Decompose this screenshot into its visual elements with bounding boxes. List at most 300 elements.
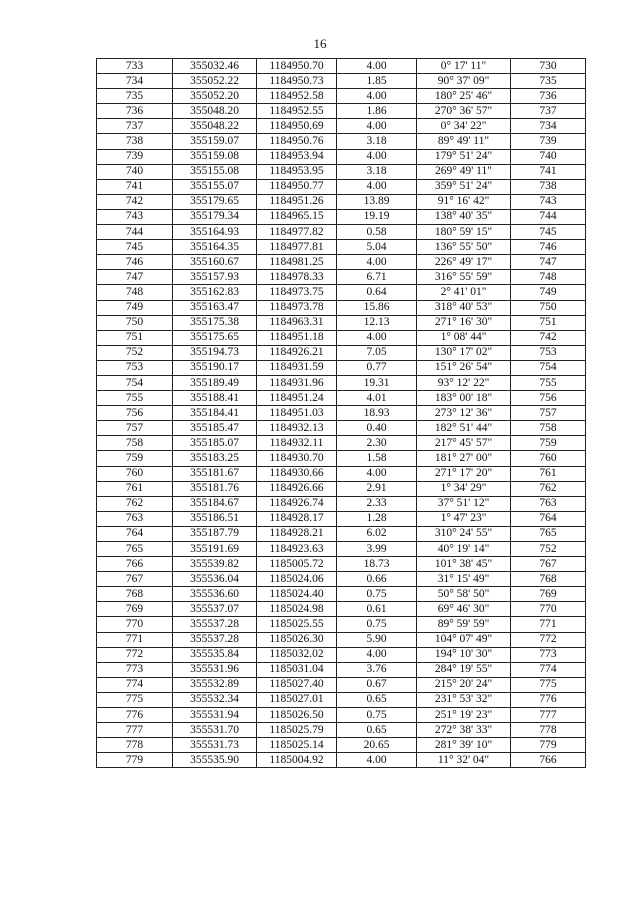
page-number: 16 bbox=[313, 36, 327, 51]
next-point-cell: 754 bbox=[511, 360, 586, 375]
point-id-cell: 777 bbox=[97, 723, 173, 738]
bearing-cell: 180° 59' 15" bbox=[417, 225, 511, 240]
point-id-cell: 771 bbox=[97, 632, 173, 647]
distance-cell: 2.91 bbox=[337, 481, 417, 496]
y-coordinate-cell: 1184951.18 bbox=[257, 330, 337, 345]
y-coordinate-cell: 1184928.21 bbox=[257, 526, 337, 541]
bearing-cell: 89° 59' 59" bbox=[417, 617, 511, 632]
next-point-cell: 766 bbox=[511, 753, 586, 768]
distance-cell: 13.89 bbox=[337, 194, 417, 209]
point-id-cell: 741 bbox=[97, 179, 173, 194]
point-id-cell: 751 bbox=[97, 330, 173, 345]
bearing-cell: 226° 49' 17" bbox=[417, 255, 511, 270]
point-id-cell: 750 bbox=[97, 315, 173, 330]
next-point-cell: 755 bbox=[511, 375, 586, 390]
distance-cell: 2.30 bbox=[337, 436, 417, 451]
table-row bbox=[97, 391, 586, 406]
table-row bbox=[97, 74, 586, 89]
distance-cell: 1.85 bbox=[337, 74, 417, 89]
bearing-cell: 101° 38' 45" bbox=[417, 557, 511, 572]
x-coordinate-cell: 355535.84 bbox=[173, 647, 257, 662]
y-coordinate-cell: 1184950.76 bbox=[257, 134, 337, 149]
next-point-cell: 737 bbox=[511, 104, 586, 119]
table-row bbox=[97, 164, 586, 179]
y-coordinate-cell: 1184977.81 bbox=[257, 240, 337, 255]
bearing-cell: 69° 46' 30" bbox=[417, 602, 511, 617]
bearing-cell: 151° 26' 54" bbox=[417, 360, 511, 375]
point-id-cell: 749 bbox=[97, 300, 173, 315]
x-coordinate-cell: 355164.35 bbox=[173, 240, 257, 255]
next-point-cell: 757 bbox=[511, 406, 586, 421]
distance-cell: 1.28 bbox=[337, 511, 417, 526]
table-row bbox=[97, 315, 586, 330]
next-point-cell: 742 bbox=[511, 330, 586, 345]
distance-cell: 19.19 bbox=[337, 209, 417, 224]
bearing-cell: 271° 17' 20" bbox=[417, 466, 511, 481]
next-point-cell: 770 bbox=[511, 602, 586, 617]
point-id-cell: 775 bbox=[97, 692, 173, 707]
distance-cell: 0.66 bbox=[337, 572, 417, 587]
bearing-cell: 273° 12' 36" bbox=[417, 406, 511, 421]
table-row bbox=[97, 692, 586, 707]
distance-cell: 6.02 bbox=[337, 526, 417, 541]
bearing-cell: 183° 00' 18" bbox=[417, 391, 511, 406]
point-id-cell: 744 bbox=[97, 225, 173, 240]
point-id-cell: 770 bbox=[97, 617, 173, 632]
distance-cell: 20.65 bbox=[337, 738, 417, 753]
point-id-cell: 752 bbox=[97, 345, 173, 360]
point-id-cell: 742 bbox=[97, 194, 173, 209]
next-point-cell: 753 bbox=[511, 345, 586, 360]
distance-cell: 4.00 bbox=[337, 149, 417, 164]
next-point-cell: 768 bbox=[511, 572, 586, 587]
distance-cell: 4.00 bbox=[337, 179, 417, 194]
x-coordinate-cell: 355181.67 bbox=[173, 466, 257, 481]
x-coordinate-cell: 355175.38 bbox=[173, 315, 257, 330]
table-row bbox=[97, 602, 586, 617]
bearing-cell: 11° 32' 04" bbox=[417, 753, 511, 768]
point-id-cell: 772 bbox=[97, 647, 173, 662]
point-id-cell: 746 bbox=[97, 255, 173, 270]
bearing-cell: 272° 38' 33" bbox=[417, 723, 511, 738]
x-coordinate-cell: 355537.28 bbox=[173, 632, 257, 647]
bearing-cell: 0° 17' 11" bbox=[417, 59, 511, 74]
table-row bbox=[97, 662, 586, 677]
y-coordinate-cell: 1184950.69 bbox=[257, 119, 337, 134]
y-coordinate-cell: 1185025.14 bbox=[257, 738, 337, 753]
next-point-cell: 760 bbox=[511, 451, 586, 466]
y-coordinate-cell: 1184926.74 bbox=[257, 496, 337, 511]
bearing-cell: 138° 40' 35" bbox=[417, 209, 511, 224]
y-coordinate-cell: 1185032.02 bbox=[257, 647, 337, 662]
x-coordinate-cell: 355184.41 bbox=[173, 406, 257, 421]
x-coordinate-cell: 355159.07 bbox=[173, 134, 257, 149]
table-row bbox=[97, 496, 586, 511]
distance-cell: 4.00 bbox=[337, 119, 417, 134]
x-coordinate-cell: 355155.07 bbox=[173, 179, 257, 194]
distance-cell: 3.99 bbox=[337, 542, 417, 557]
distance-cell: 19.31 bbox=[337, 375, 417, 390]
y-coordinate-cell: 1185031.04 bbox=[257, 662, 337, 677]
distance-cell: 0.65 bbox=[337, 723, 417, 738]
y-coordinate-cell: 1184928.17 bbox=[257, 511, 337, 526]
bearing-cell: 316° 55' 59" bbox=[417, 270, 511, 285]
y-coordinate-cell: 1185024.40 bbox=[257, 587, 337, 602]
point-id-cell: 735 bbox=[97, 89, 173, 104]
next-point-cell: 756 bbox=[511, 391, 586, 406]
table-row bbox=[97, 421, 586, 436]
distance-cell: 0.61 bbox=[337, 602, 417, 617]
distance-cell: 5.04 bbox=[337, 240, 417, 255]
point-id-cell: 773 bbox=[97, 662, 173, 677]
next-point-cell: 735 bbox=[511, 74, 586, 89]
x-coordinate-cell: 355179.34 bbox=[173, 209, 257, 224]
y-coordinate-cell: 1185027.40 bbox=[257, 677, 337, 692]
point-id-cell: 759 bbox=[97, 451, 173, 466]
point-id-cell: 757 bbox=[97, 421, 173, 436]
next-point-cell: 769 bbox=[511, 587, 586, 602]
table-row bbox=[97, 194, 586, 209]
x-coordinate-cell: 355186.51 bbox=[173, 511, 257, 526]
x-coordinate-cell: 355190.17 bbox=[173, 360, 257, 375]
y-coordinate-cell: 1184951.03 bbox=[257, 406, 337, 421]
bearing-cell: 251° 19' 23" bbox=[417, 708, 511, 723]
bearing-cell: 359° 51' 24" bbox=[417, 179, 511, 194]
bearing-cell: 271° 16' 30" bbox=[417, 315, 511, 330]
point-id-cell: 739 bbox=[97, 149, 173, 164]
bearing-cell: 90° 37' 09" bbox=[417, 74, 511, 89]
table-row bbox=[97, 209, 586, 224]
table-row bbox=[97, 406, 586, 421]
bearing-cell: 37° 51' 12" bbox=[417, 496, 511, 511]
y-coordinate-cell: 1184965.15 bbox=[257, 209, 337, 224]
distance-cell: 4.00 bbox=[337, 255, 417, 270]
table-row bbox=[97, 179, 586, 194]
x-coordinate-cell: 355191.69 bbox=[173, 542, 257, 557]
x-coordinate-cell: 355532.89 bbox=[173, 677, 257, 692]
bearing-cell: 270° 36' 57" bbox=[417, 104, 511, 119]
y-coordinate-cell: 1184952.58 bbox=[257, 89, 337, 104]
point-id-cell: 748 bbox=[97, 285, 173, 300]
point-id-cell: 747 bbox=[97, 270, 173, 285]
next-point-cell: 738 bbox=[511, 179, 586, 194]
y-coordinate-cell: 1185005.72 bbox=[257, 557, 337, 572]
x-coordinate-cell: 355537.28 bbox=[173, 617, 257, 632]
bearing-cell: 180° 25' 46" bbox=[417, 89, 511, 104]
distance-cell: 0.75 bbox=[337, 708, 417, 723]
next-point-cell: 762 bbox=[511, 481, 586, 496]
x-coordinate-cell: 355052.22 bbox=[173, 74, 257, 89]
x-coordinate-cell: 355048.20 bbox=[173, 104, 257, 119]
bearing-cell: 179° 51' 24" bbox=[417, 149, 511, 164]
table-row bbox=[97, 557, 586, 572]
x-coordinate-cell: 355163.47 bbox=[173, 300, 257, 315]
bearing-cell: 215° 20' 24" bbox=[417, 677, 511, 692]
x-coordinate-cell: 355188.41 bbox=[173, 391, 257, 406]
table-row bbox=[97, 708, 586, 723]
point-id-cell: 753 bbox=[97, 360, 173, 375]
next-point-cell: 759 bbox=[511, 436, 586, 451]
distance-cell: 0.65 bbox=[337, 692, 417, 707]
table-row bbox=[97, 647, 586, 662]
point-id-cell: 756 bbox=[97, 406, 173, 421]
table-row bbox=[97, 466, 586, 481]
next-point-cell: 751 bbox=[511, 315, 586, 330]
bearing-cell: 93° 12' 22" bbox=[417, 375, 511, 390]
bearing-cell: 269° 49' 11" bbox=[417, 164, 511, 179]
next-point-cell: 776 bbox=[511, 692, 586, 707]
point-id-cell: 764 bbox=[97, 526, 173, 541]
y-coordinate-cell: 1184952.55 bbox=[257, 104, 337, 119]
y-coordinate-cell: 1184931.96 bbox=[257, 375, 337, 390]
table-row bbox=[97, 240, 586, 255]
bearing-cell: 284° 19' 55" bbox=[417, 662, 511, 677]
y-coordinate-cell: 1184953.94 bbox=[257, 149, 337, 164]
x-coordinate-cell: 355162.83 bbox=[173, 285, 257, 300]
x-coordinate-cell: 355052.20 bbox=[173, 89, 257, 104]
bearing-cell: 318° 40' 53" bbox=[417, 300, 511, 315]
y-coordinate-cell: 1184930.70 bbox=[257, 451, 337, 466]
distance-cell: 18.93 bbox=[337, 406, 417, 421]
y-coordinate-cell: 1184951.26 bbox=[257, 194, 337, 209]
distance-cell: 18.73 bbox=[337, 557, 417, 572]
y-coordinate-cell: 1184950.73 bbox=[257, 74, 337, 89]
y-coordinate-cell: 1184977.82 bbox=[257, 225, 337, 240]
distance-cell: 3.18 bbox=[337, 134, 417, 149]
table-row bbox=[97, 300, 586, 315]
y-coordinate-cell: 1185024.98 bbox=[257, 602, 337, 617]
y-coordinate-cell: 1185025.55 bbox=[257, 617, 337, 632]
point-id-cell: 767 bbox=[97, 572, 173, 587]
distance-cell: 12.13 bbox=[337, 315, 417, 330]
distance-cell: 15.86 bbox=[337, 300, 417, 315]
y-coordinate-cell: 1184973.75 bbox=[257, 285, 337, 300]
distance-cell: 4.01 bbox=[337, 391, 417, 406]
y-coordinate-cell: 1184931.59 bbox=[257, 360, 337, 375]
distance-cell: 0.58 bbox=[337, 225, 417, 240]
x-coordinate-cell: 355531.73 bbox=[173, 738, 257, 753]
y-coordinate-cell: 1184951.24 bbox=[257, 391, 337, 406]
table-row bbox=[97, 723, 586, 738]
y-coordinate-cell: 1185004.92 bbox=[257, 753, 337, 768]
table-row bbox=[97, 134, 586, 149]
bearing-cell: 182° 51' 44" bbox=[417, 421, 511, 436]
next-point-cell: 746 bbox=[511, 240, 586, 255]
next-point-cell: 779 bbox=[511, 738, 586, 753]
table-body bbox=[97, 59, 586, 768]
distance-cell: 0.40 bbox=[337, 421, 417, 436]
y-coordinate-cell: 1184978.33 bbox=[257, 270, 337, 285]
next-point-cell: 741 bbox=[511, 164, 586, 179]
next-point-cell: 775 bbox=[511, 677, 586, 692]
x-coordinate-cell: 355536.60 bbox=[173, 587, 257, 602]
next-point-cell: 761 bbox=[511, 466, 586, 481]
point-id-cell: 738 bbox=[97, 134, 173, 149]
bearing-cell: 1° 34' 29" bbox=[417, 481, 511, 496]
point-id-cell: 733 bbox=[97, 59, 173, 74]
y-coordinate-cell: 1185026.30 bbox=[257, 632, 337, 647]
y-coordinate-cell: 1185024.06 bbox=[257, 572, 337, 587]
point-id-cell: 761 bbox=[97, 481, 173, 496]
bearing-cell: 310° 24' 55" bbox=[417, 526, 511, 541]
x-coordinate-cell: 355157.93 bbox=[173, 270, 257, 285]
distance-cell: 4.00 bbox=[337, 647, 417, 662]
y-coordinate-cell: 1184981.25 bbox=[257, 255, 337, 270]
y-coordinate-cell: 1185026.50 bbox=[257, 708, 337, 723]
x-coordinate-cell: 355164.93 bbox=[173, 225, 257, 240]
table-row bbox=[97, 225, 586, 240]
next-point-cell: 752 bbox=[511, 542, 586, 557]
y-coordinate-cell: 1184926.21 bbox=[257, 345, 337, 360]
distance-cell: 6.71 bbox=[337, 270, 417, 285]
y-coordinate-cell: 1184923.63 bbox=[257, 542, 337, 557]
point-id-cell: 743 bbox=[97, 209, 173, 224]
next-point-cell: 773 bbox=[511, 647, 586, 662]
next-point-cell: 763 bbox=[511, 496, 586, 511]
next-point-cell: 778 bbox=[511, 723, 586, 738]
next-point-cell: 765 bbox=[511, 526, 586, 541]
distance-cell: 2.33 bbox=[337, 496, 417, 511]
y-coordinate-cell: 1184973.78 bbox=[257, 300, 337, 315]
bearing-cell: 50° 58' 50" bbox=[417, 587, 511, 602]
distance-cell: 4.00 bbox=[337, 89, 417, 104]
point-id-cell: 778 bbox=[97, 738, 173, 753]
bearing-cell: 2° 41' 01" bbox=[417, 285, 511, 300]
table-row bbox=[97, 738, 586, 753]
point-id-cell: 766 bbox=[97, 557, 173, 572]
distance-cell: 0.75 bbox=[337, 587, 417, 602]
table-row bbox=[97, 587, 586, 602]
bearing-cell: 194° 10' 30" bbox=[417, 647, 511, 662]
bearing-cell: 31° 15' 49" bbox=[417, 572, 511, 587]
distance-cell: 4.00 bbox=[337, 753, 417, 768]
bearing-cell: 136° 55' 50" bbox=[417, 240, 511, 255]
x-coordinate-cell: 355189.49 bbox=[173, 375, 257, 390]
next-point-cell: 745 bbox=[511, 225, 586, 240]
x-coordinate-cell: 355187.79 bbox=[173, 526, 257, 541]
x-coordinate-cell: 355536.04 bbox=[173, 572, 257, 587]
table-row bbox=[97, 360, 586, 375]
point-id-cell: 740 bbox=[97, 164, 173, 179]
table-row bbox=[97, 436, 586, 451]
x-coordinate-cell: 355531.94 bbox=[173, 708, 257, 723]
x-coordinate-cell: 355159.08 bbox=[173, 149, 257, 164]
y-coordinate-cell: 1184932.13 bbox=[257, 421, 337, 436]
point-id-cell: 760 bbox=[97, 466, 173, 481]
table-row bbox=[97, 451, 586, 466]
table-row bbox=[97, 375, 586, 390]
x-coordinate-cell: 355194.73 bbox=[173, 345, 257, 360]
x-coordinate-cell: 355185.07 bbox=[173, 436, 257, 451]
y-coordinate-cell: 1184953.95 bbox=[257, 164, 337, 179]
distance-cell: 1.86 bbox=[337, 104, 417, 119]
next-point-cell: 774 bbox=[511, 662, 586, 677]
point-id-cell: 765 bbox=[97, 542, 173, 557]
distance-cell: 1.58 bbox=[337, 451, 417, 466]
table-row bbox=[97, 89, 586, 104]
next-point-cell: 772 bbox=[511, 632, 586, 647]
distance-cell: 4.00 bbox=[337, 466, 417, 481]
x-coordinate-cell: 355181.76 bbox=[173, 481, 257, 496]
table-row bbox=[97, 481, 586, 496]
bearing-cell: 104° 07' 49" bbox=[417, 632, 511, 647]
bearing-cell: 1° 47' 23" bbox=[417, 511, 511, 526]
point-id-cell: 755 bbox=[97, 391, 173, 406]
distance-cell: 0.77 bbox=[337, 360, 417, 375]
point-id-cell: 734 bbox=[97, 74, 173, 89]
next-point-cell: 750 bbox=[511, 300, 586, 315]
table-row bbox=[97, 677, 586, 692]
point-id-cell: 737 bbox=[97, 119, 173, 134]
x-coordinate-cell: 355175.65 bbox=[173, 330, 257, 345]
x-coordinate-cell: 355537.07 bbox=[173, 602, 257, 617]
distance-cell: 5.90 bbox=[337, 632, 417, 647]
distance-cell: 7.05 bbox=[337, 345, 417, 360]
distance-cell: 4.00 bbox=[337, 59, 417, 74]
next-point-cell: 777 bbox=[511, 708, 586, 723]
next-point-cell: 767 bbox=[511, 557, 586, 572]
table-row bbox=[97, 119, 586, 134]
table-row bbox=[97, 270, 586, 285]
x-coordinate-cell: 355531.96 bbox=[173, 662, 257, 677]
table-row bbox=[97, 104, 586, 119]
y-coordinate-cell: 1184932.11 bbox=[257, 436, 337, 451]
table-row bbox=[97, 255, 586, 270]
x-coordinate-cell: 355535.90 bbox=[173, 753, 257, 768]
next-point-cell: 749 bbox=[511, 285, 586, 300]
next-point-cell: 740 bbox=[511, 149, 586, 164]
table-row bbox=[97, 511, 586, 526]
table-row bbox=[97, 542, 586, 557]
next-point-cell: 736 bbox=[511, 89, 586, 104]
x-coordinate-cell: 355532.34 bbox=[173, 692, 257, 707]
distance-cell: 4.00 bbox=[337, 330, 417, 345]
next-point-cell: 739 bbox=[511, 134, 586, 149]
next-point-cell: 730 bbox=[511, 59, 586, 74]
bearing-cell: 1° 08' 44" bbox=[417, 330, 511, 345]
x-coordinate-cell: 355539.82 bbox=[173, 557, 257, 572]
distance-cell: 3.76 bbox=[337, 662, 417, 677]
point-id-cell: 769 bbox=[97, 602, 173, 617]
next-point-cell: 771 bbox=[511, 617, 586, 632]
y-coordinate-cell: 1184950.70 bbox=[257, 59, 337, 74]
y-coordinate-cell: 1184950.77 bbox=[257, 179, 337, 194]
point-id-cell: 736 bbox=[97, 104, 173, 119]
point-id-cell: 763 bbox=[97, 511, 173, 526]
x-coordinate-cell: 355179.65 bbox=[173, 194, 257, 209]
point-id-cell: 762 bbox=[97, 496, 173, 511]
bearing-cell: 89° 49' 11" bbox=[417, 134, 511, 149]
next-point-cell: 744 bbox=[511, 209, 586, 224]
x-coordinate-cell: 355032.46 bbox=[173, 59, 257, 74]
table-row bbox=[97, 59, 586, 74]
x-coordinate-cell: 355160.67 bbox=[173, 255, 257, 270]
bearing-cell: 0° 34' 22" bbox=[417, 119, 511, 134]
table-row bbox=[97, 149, 586, 164]
point-id-cell: 754 bbox=[97, 375, 173, 390]
y-coordinate-cell: 1185027.01 bbox=[257, 692, 337, 707]
table-row bbox=[97, 526, 586, 541]
bearing-cell: 281° 39' 10" bbox=[417, 738, 511, 753]
bearing-cell: 217° 45' 57" bbox=[417, 436, 511, 451]
table-row bbox=[97, 617, 586, 632]
y-coordinate-cell: 1184930.66 bbox=[257, 466, 337, 481]
next-point-cell: 758 bbox=[511, 421, 586, 436]
bearing-cell: 130° 17' 02" bbox=[417, 345, 511, 360]
x-coordinate-cell: 355048.22 bbox=[173, 119, 257, 134]
point-id-cell: 758 bbox=[97, 436, 173, 451]
x-coordinate-cell: 355185.47 bbox=[173, 421, 257, 436]
